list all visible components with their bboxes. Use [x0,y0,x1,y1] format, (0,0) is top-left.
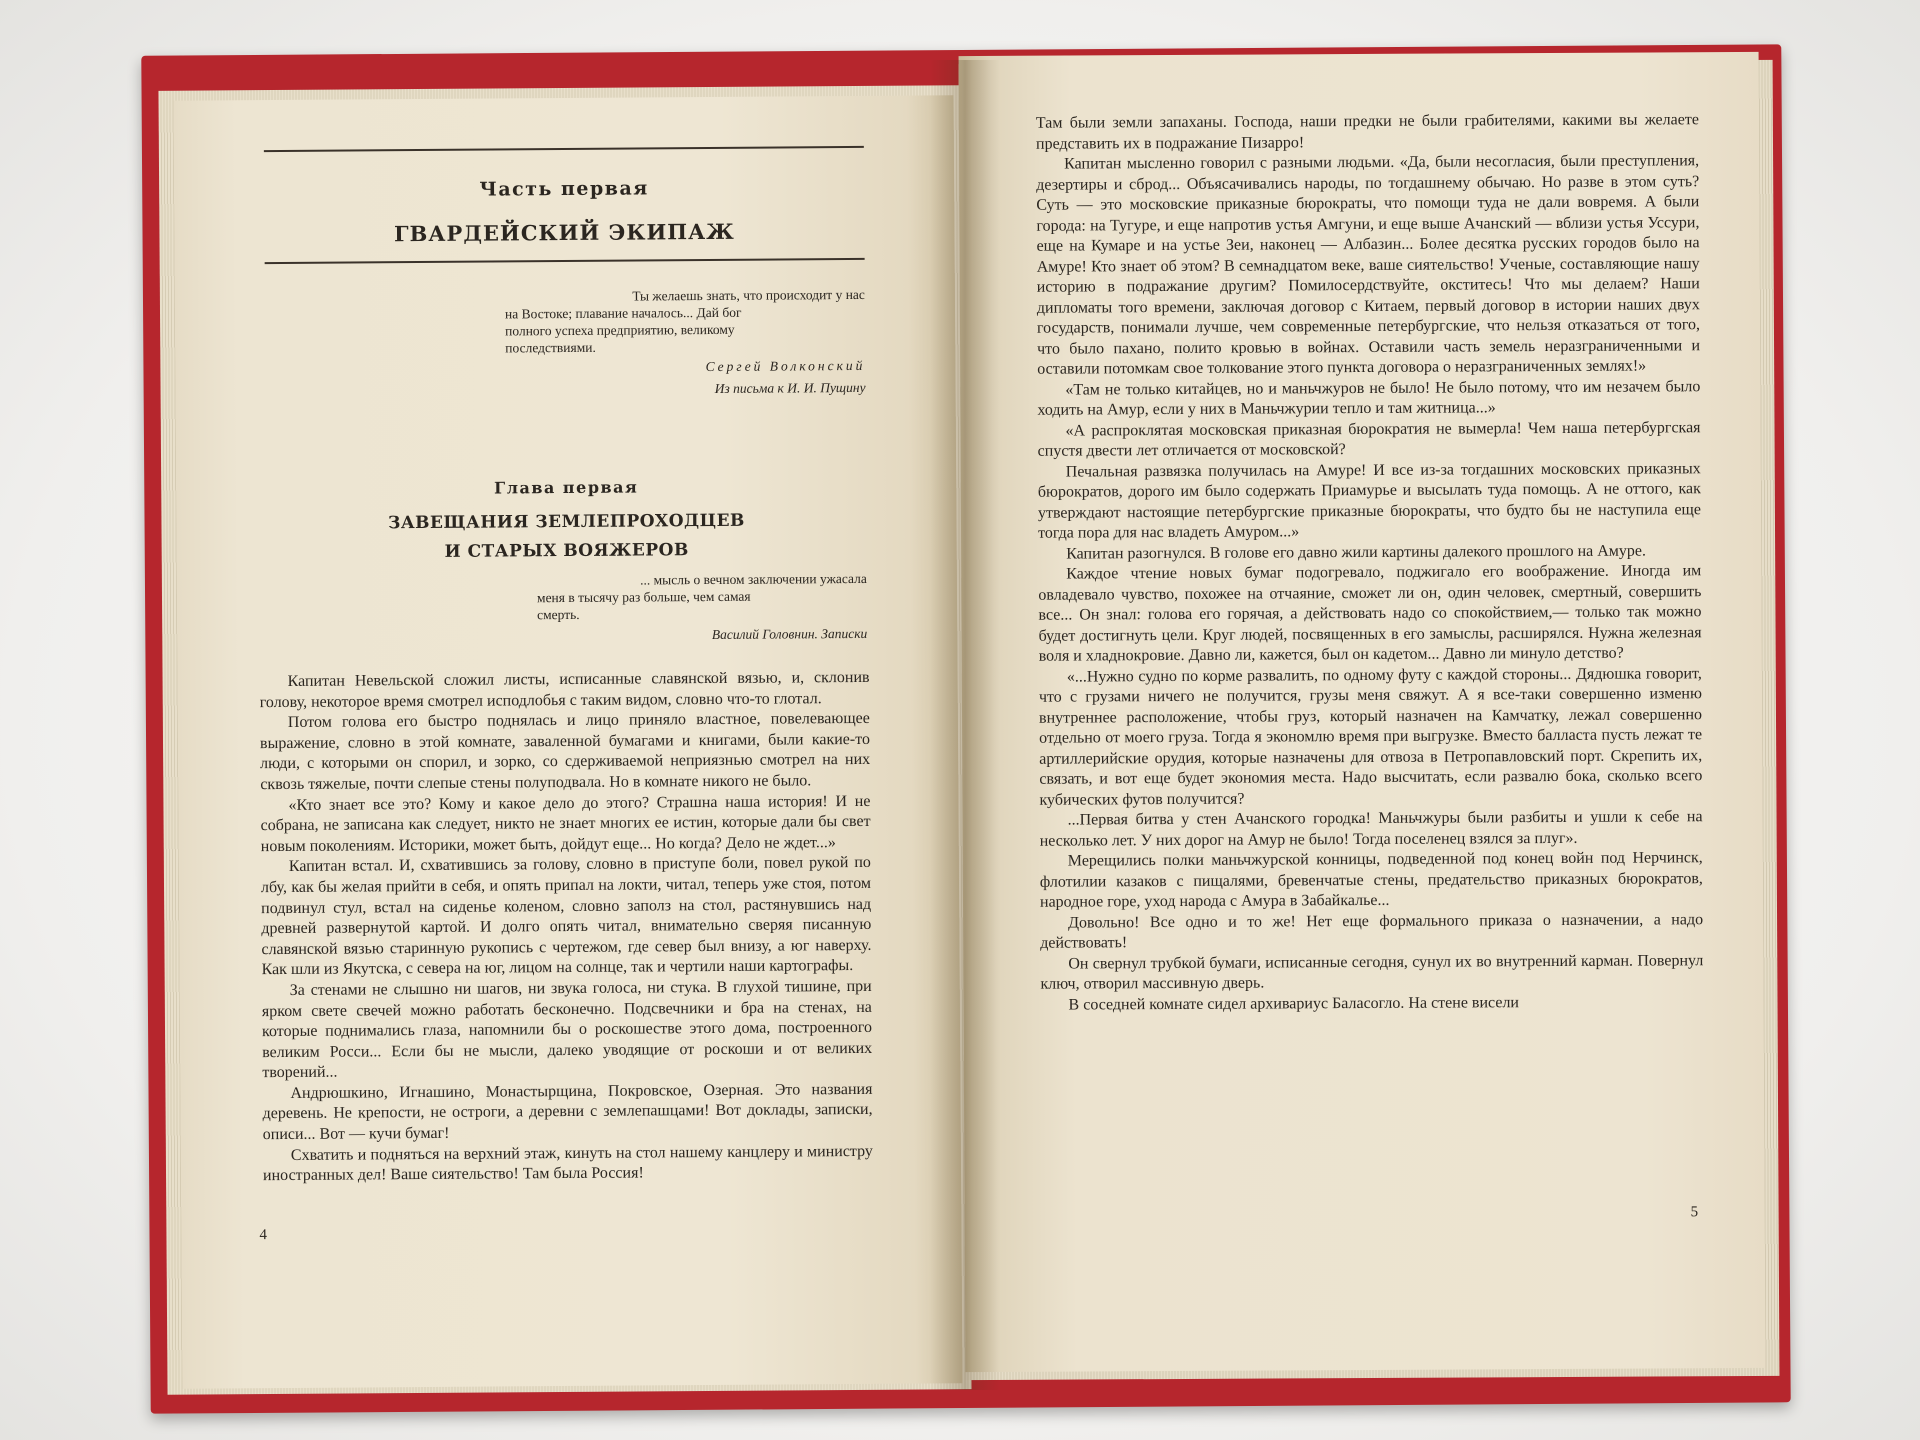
epigraph-1 [505,286,865,357]
epigraph-2-line: смерть. [537,606,580,623]
paragraph: Он свернул трубкой бумаги, исписанные сегодня, сунул их во внутренний карман. Повернул ключ, отворил массивную дверь. [1040,951,1704,993]
paragraph: Мерещились полки маньчжурской конницы, подведенной под конец войн под Нерчинск, флотилии казаков с пищалями, бревенчатые стены, предательство приказных бюрократов, народное горе, уход народа с Амура в Забайкалье... [1039,849,1703,911]
epigraph-2-line: меня в тысячу раз больше, чем самая [536,588,751,606]
bottom-rule [265,258,865,264]
paragraph: Схватить и подняться на верхний этаж, кинуть на стол нашему канцлеру и министру иностранных дел! Ваше сиятельство! Там была Россия! [262,1142,873,1185]
paragraph: За стенами не слышно ни шагов, ни звука голоса, ни стука. В глухой тишине, при ярком свете свечей можно работать бесконечно. Подсвечники и бра на стенах, на которые поднимались глаза, напомнили бы о роскошестве этого дома, построенного великим Росси... Если бы не мысли, далеко уводящие от роскоши и от великих творений... [261,977,873,1082]
paragraph: Потом голова его быстро поднялась и лицо приняло властное, повелевающее выражение, словно в этой комнате, заваленной бумагами и книгами, были какие-то люди, с которыми он спорил, и зорко, со сдерживаемой неприязнью смотрел на них сквозь тяжелые, почти слепые стены полуподвала. Но в комнате никого не было. [259,710,871,794]
paragraph: ...Первая битва у стен Ачанского городка! Маньчжуры были разбиты и ушли к себе на несколько лет. У них дорог на Амур не было! Тогда поселенец взялся за плуг». [1039,808,1703,850]
paragraph: Там были земли запаханы. Господа, наши предки не были грабителями, какими вы желаете представить их в подражание Пизарро! [1035,111,1699,153]
epigraph-1-line: последствиями. [505,339,596,356]
paragraph: Капитан встал. И, схватившись за голову, словно в приступе боли, повел рукой по лбу, как бы желая прийти в себя, и опять припал на локти, читал, теперь уже стоя, потом подвинул стул, встал на сиденье коленом, словно заполз на стол, растянувшись над древней развернутой картой. И долго опять читал, внимательно сверяя писанную славянской вязью старинную рукопись с чертежом, где север был внизу, а юг наверху. Как шли из Якутска, с севера на юг, лицом на солнце, так и чертили наши картографы. [260,854,872,979]
chapter-title-line-2: И СТАРЫХ ВОЯЖЕРОВ [444,540,689,562]
left-page [174,95,963,1388]
epigraph-1-line: Ты желаешь знать, что происходит у нас [632,286,865,304]
top-rule [264,146,864,152]
epigraph-2 [537,570,867,623]
paragraph: Каждое чтение новых бумаг подогревало, поджигало его воображение. Иногда им овладевало чувство, похожее на отчаяние, сможет ли он, один человек, смертный, совершить все... Он знал: голова его горячая, а действовать надо со спокойствием,— только так можно будет достигнуть цели. Круг людей, посвященных в его замыслы, расширялся. Нужна железная воля и хладнокровие. Давно ли, кажется, был он кадетом... Давно ли минуло детство? [1038,562,1702,665]
epigraph-2-line: ... мысль о вечном заключении ужасала [640,570,867,588]
page-number: 4 [259,1227,267,1244]
epigraph-1-line: полного успеха предприятию, великому [505,321,735,339]
chapter-label: Глава первая [494,477,639,498]
epigraph-1-line: на Востоке; плавание началось... Дай бог [504,304,742,322]
left-body-text [260,668,874,1187]
paragraph: «А распроклятая московская приказная бюрократия не вымерла! Чем наша петербургская спустя двести лет отличается от московской? [1037,418,1701,460]
part-title: ГВАРДЕЙСКИЙ ЭКИПАЖ [394,218,735,247]
epigraph-1-source: Из письма к И. И. Пущину [714,379,866,396]
paragraph: Капитан мысленно говорил с разными людьми. «Да, были несогласия, были преступления, дезертиры и сброд... Объясачивались народы, по тогдашнему обычаю. Но разве в этом суть? Суть — это московские приказные бюрократы, что помощи туда не дали вовремя. А были города: на Тугуре, и еще напротив устья Амгуни, и еще выше Ачанский — вблизи устья Уссури, еще на Кумаре и на устье Зеи, наконец — Албазин... Более десятка русских городов было на Амуре! Кто знает об этом? В семнадцатом веке, ваше сиятельство! Ученые, составляющие нашу историю в подражание другим? Помилосердствуйте, окститесь! Что мы делаем? Наши дипломаты того времени, заключая договор с Китаем, первый договор в истории наших двух государств, понимали лучше, чем современные петербургские, что нельзя отказаться от того, что было пахано, полито кровью в войнах. Оставили часть земель неразграниченными и оставили потомкам свое толкование этого пункта договора о неразграниченных землях!» [1036,152,1701,378]
paragraph: «Кто знает все это? Кому и какое дело до этого? Страшна наша история! И не собрана, не записана как следует, никто не знает многих ее истин, которые дали бы свет новым поколениям. Историки, может быть, дойдут еще... Но когда? Дело не ждет...» [260,792,871,855]
paragraph: «...Нужно судно по корме развалить, по одному футу с каждой стороны... Дядюшка говорит, что с грузами ничего не получится, грузы меня свяжут. А я все-таки совершенно изменю внутреннее расположение, чтобы груз, который назначен на Камчатку, лежал совершенно отдельно от моего груза. Тогда я экономлю время при выгрузке. Вместо балласта пусть лежат те артиллерийские орудия, которые назначены для отвоза в Петропавловский порт. Скрепить их, связать, и вот еще будет экономия места. Надо высчитать, если развалю бока, сколько всего кубических футов получится? [1038,664,1703,809]
paragraph: Печальная развязка получилась на Амуре! И все из-за тогдашних московских приказных бюрократов, дорого им было содержать Приамурье и высылать туда помощь. А не оттого, как утверждают настоящие петербургские приказные бюрократы, что будто бы не наступила еще тогда пора для нас владеть Амуром...» [1037,459,1701,542]
chapter-title-line-1: ЗАВЕЩАНИЯ ЗЕМЛЕПРОХОДЦЕВ [387,510,745,534]
paragraph: Капитан разогнулся. В голове его давно жили картины далекого прошлого на Амуре. [1066,542,1647,563]
paragraph: В соседней комнате сидел архивариус Баласогло. На стене висели [1068,993,1520,1014]
paragraph: Андрюшкино, Игнашино, Монастырщина, Покровское, Озерная. Это названия деревень. Не крепости, не остроги, а деревни с землепашцами! Вот доклады, записки, описи... Вот — кучи бумаг! [262,1080,873,1144]
right-page [959,52,1766,1372]
epigraph-2-author: Василий Головнин. Записки [711,625,868,642]
epigraph-1-author: Сергей Волконский [705,357,866,375]
page-number: 5 [1690,1204,1699,1221]
paragraph: Довольно! Все одно и то же! Нет еще формального приказа о назначении, а надо действовать! [1040,910,1704,952]
paragraph: Капитан Невельской сложил листы, исписанные славянской вязью, и, склонив голову, некоторое время смотрел исподлобья с таким видом, словно что-то глотал. [259,668,870,711]
paragraph: «Там не только китайцев, но и маньчжуров не было! Не было потому, что им незачем было ходить на Амур, если у них в Маньчжурии тепло и там житница...» [1037,377,1701,419]
right-body-text [1036,110,1704,1015]
part-label: Часть первая [479,177,649,201]
